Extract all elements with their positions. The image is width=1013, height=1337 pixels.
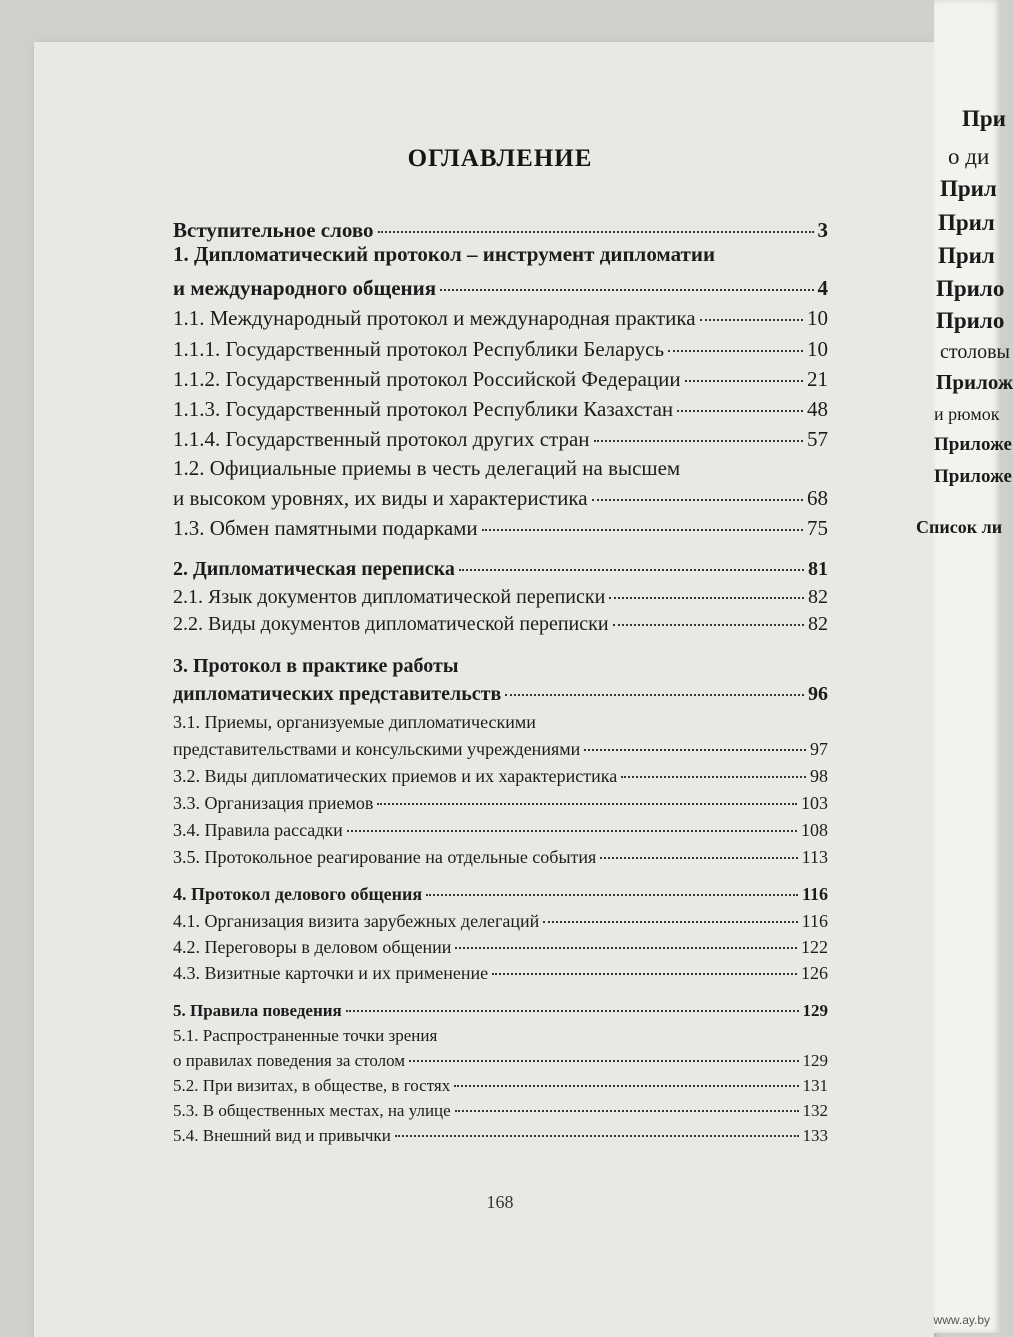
- toc-entry: 3.5. Протокольное реагирование на отдельные события 113: [173, 847, 828, 867]
- facing-line-11: Приложе: [934, 434, 1012, 455]
- facing-line-2: о ди: [948, 144, 990, 169]
- toc-entry: 2.1. Язык документов дипломатической переписки 82: [173, 586, 828, 608]
- facing-line-8: столовы: [940, 341, 1010, 363]
- facing-line-9: Прилож: [936, 370, 1013, 394]
- facing-line-13: Список ли: [916, 517, 1003, 537]
- watermark: www.ay.by: [933, 1313, 990, 1327]
- facing-line-5: Прил: [938, 243, 995, 268]
- toc-entry: представительствами и консульскими учреждениями 97: [173, 739, 828, 759]
- toc-entry: и международного общения 4: [173, 276, 828, 300]
- facing-line-10: и рюмок: [934, 404, 1000, 424]
- facing-line-1: При: [962, 106, 1006, 131]
- toc-entry: 1.1.3. Государственный протокол Республики Казахстан 48: [173, 397, 828, 421]
- toc-entry-line: 1. Дипломатический протокол – инструмент дипломатии: [173, 242, 716, 266]
- facing-page-edge: [916, 0, 1013, 1333]
- toc-entry-line: 3. Протокол в практике работы: [173, 655, 459, 677]
- page-title: ОГЛАВЛЕНИЕ: [407, 145, 593, 172]
- toc-entry: 5.3. В общественных местах, на улице 132: [173, 1101, 828, 1120]
- toc-entry-line: 5.1. Распространенные точки зрения: [173, 1026, 438, 1045]
- toc-entry: 1.1.1. Государственный протокол Республики Беларусь 10: [173, 337, 828, 361]
- toc-entry: 4.2. Переговоры в деловом общении 122: [173, 937, 828, 957]
- facing-line-4: Прил: [938, 210, 995, 235]
- toc-entry: и высоком уровнях, их виды и характеристика 68: [173, 486, 828, 510]
- toc-entry: о правилах поведения за столом 129: [173, 1051, 828, 1070]
- toc-entry: Вступительное слово 3: [173, 218, 828, 242]
- toc-entry-line: 1.2. Официальные приемы в честь делегаций на высшем: [173, 456, 681, 480]
- facing-line-3: Прил: [940, 176, 997, 201]
- toc-entry: 5.2. При визитах, в обществе, в гостях 131: [173, 1076, 828, 1095]
- facing-line-12: Приложе: [934, 466, 1012, 487]
- toc-entry: 2.2. Виды документов дипломатической переписки 82: [173, 613, 828, 635]
- page-number: 168: [486, 1192, 514, 1212]
- toc-entry: дипломатических представительств 96: [173, 683, 828, 705]
- toc-entry: 3.2. Виды дипломатических приемов и их характеристика 98: [173, 766, 828, 786]
- toc-entry-line: 3.1. Приемы, организуемые дипломатическими: [173, 712, 536, 732]
- toc-entry: 4.1. Организация визита зарубежных делегаций 116: [173, 911, 828, 931]
- toc-entry: 1.1. Международный протокол и международная практика 10: [173, 306, 828, 330]
- toc-entry: 1.1.4. Государственный протокол других стран 57: [173, 427, 828, 451]
- toc-entry: 1.1.2. Государственный протокол Российской Федерации 21: [173, 367, 828, 391]
- toc-entry: 4. Протокол делового общения 116: [173, 884, 828, 904]
- toc-entry: 5.4. Внешний вид и привычки 133: [173, 1126, 828, 1145]
- toc-entry: 3.3. Организация приемов 103: [173, 793, 828, 813]
- facing-line-7: Прило: [936, 308, 1005, 333]
- facing-line-6: Прило: [936, 276, 1005, 301]
- toc-entry: 1.3. Обмен памятными подарками 75: [173, 516, 828, 540]
- toc-entry: 3.4. Правила рассадки 108: [173, 820, 828, 840]
- toc-entry: 5. Правила поведения 129: [173, 1001, 828, 1020]
- toc-entry: 2. Дипломатическая переписка 81: [173, 558, 828, 580]
- toc-entry: 4.3. Визитные карточки и их применение 126: [173, 963, 828, 983]
